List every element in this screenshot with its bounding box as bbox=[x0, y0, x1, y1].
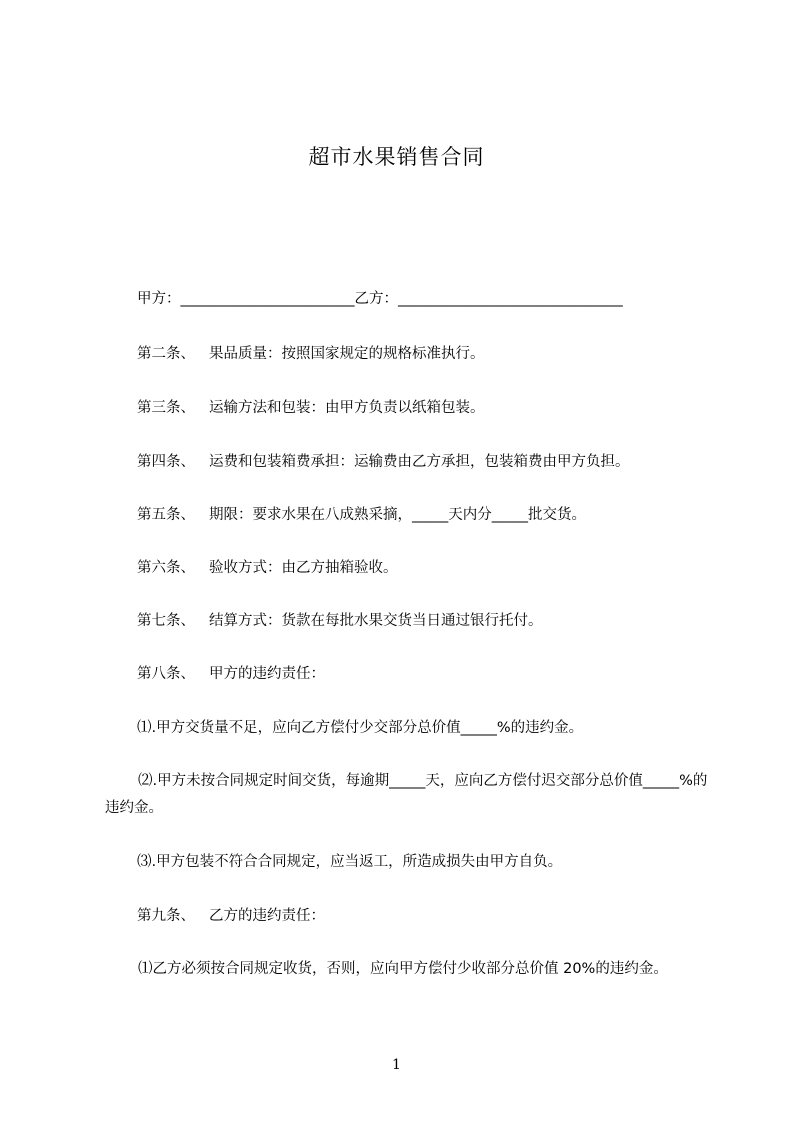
article-text: 结算方式：货款在每批水果交货当日通过银行托付。 bbox=[209, 613, 543, 629]
article-number: 第六条、 bbox=[137, 560, 195, 576]
parties-line: 甲方：________________________乙方：_______________________________ bbox=[137, 291, 623, 307]
article-text: 甲方的违约责任： bbox=[209, 666, 325, 682]
article-number: 第二条、 bbox=[137, 346, 195, 362]
article-text: 运费和包装箱费承担：运输费由乙方承担，包装箱费由甲方负担。 bbox=[209, 454, 630, 470]
article-3 bbox=[137, 396, 485, 420]
article-text: 果品质量：按照国家规定的规格标准执行。 bbox=[209, 346, 485, 362]
article-number: 第五条、 bbox=[137, 507, 195, 523]
article-8 bbox=[137, 662, 325, 686]
party-a-breach-1: ⑴.甲方交货量不足，应向乙方偿付少交部分总价值_____%的违约金。 bbox=[137, 720, 584, 736]
article-6 bbox=[137, 556, 398, 580]
article-number: 第九条、 bbox=[137, 908, 195, 924]
party-a-breach-3: ⑶.甲方包装不符合合同规定，应当返工，所造成损失由甲方自负。 bbox=[137, 854, 563, 870]
article-text: 期限：要求水果在八成熟采摘，_____天内分_____批交货。 bbox=[209, 507, 586, 523]
article-4 bbox=[137, 450, 630, 474]
article-text: 验收方式：由乙方抽箱验收。 bbox=[209, 560, 398, 576]
article-text: 运输方法和包装：由甲方负责以纸箱包装。 bbox=[209, 400, 485, 416]
article-number: 第三条、 bbox=[137, 400, 195, 416]
article-number: 第八条、 bbox=[137, 666, 195, 682]
article-9 bbox=[137, 904, 325, 928]
document-title: 超市水果销售合同 bbox=[308, 145, 485, 169]
page-number: 1 bbox=[392, 1057, 401, 1073]
article-text: 乙方的违约责任： bbox=[209, 908, 325, 924]
article-5 bbox=[137, 503, 586, 527]
party-b-breach-1: ⑴乙方必须按合同规定收货，否则，应向甲方偿付少收部分总价值 20%的违约金。 bbox=[138, 961, 668, 977]
article-2 bbox=[137, 342, 485, 366]
article-number: 第四条、 bbox=[137, 454, 195, 470]
article-7 bbox=[137, 609, 543, 633]
party-a-breach-2: ⑵.甲方未按合同规定时间交货，每逾期_____天，应向乙方偿付迟交部分总价值_____%的违约金。 bbox=[105, 773, 708, 816]
article-number: 第七条、 bbox=[137, 613, 195, 629]
